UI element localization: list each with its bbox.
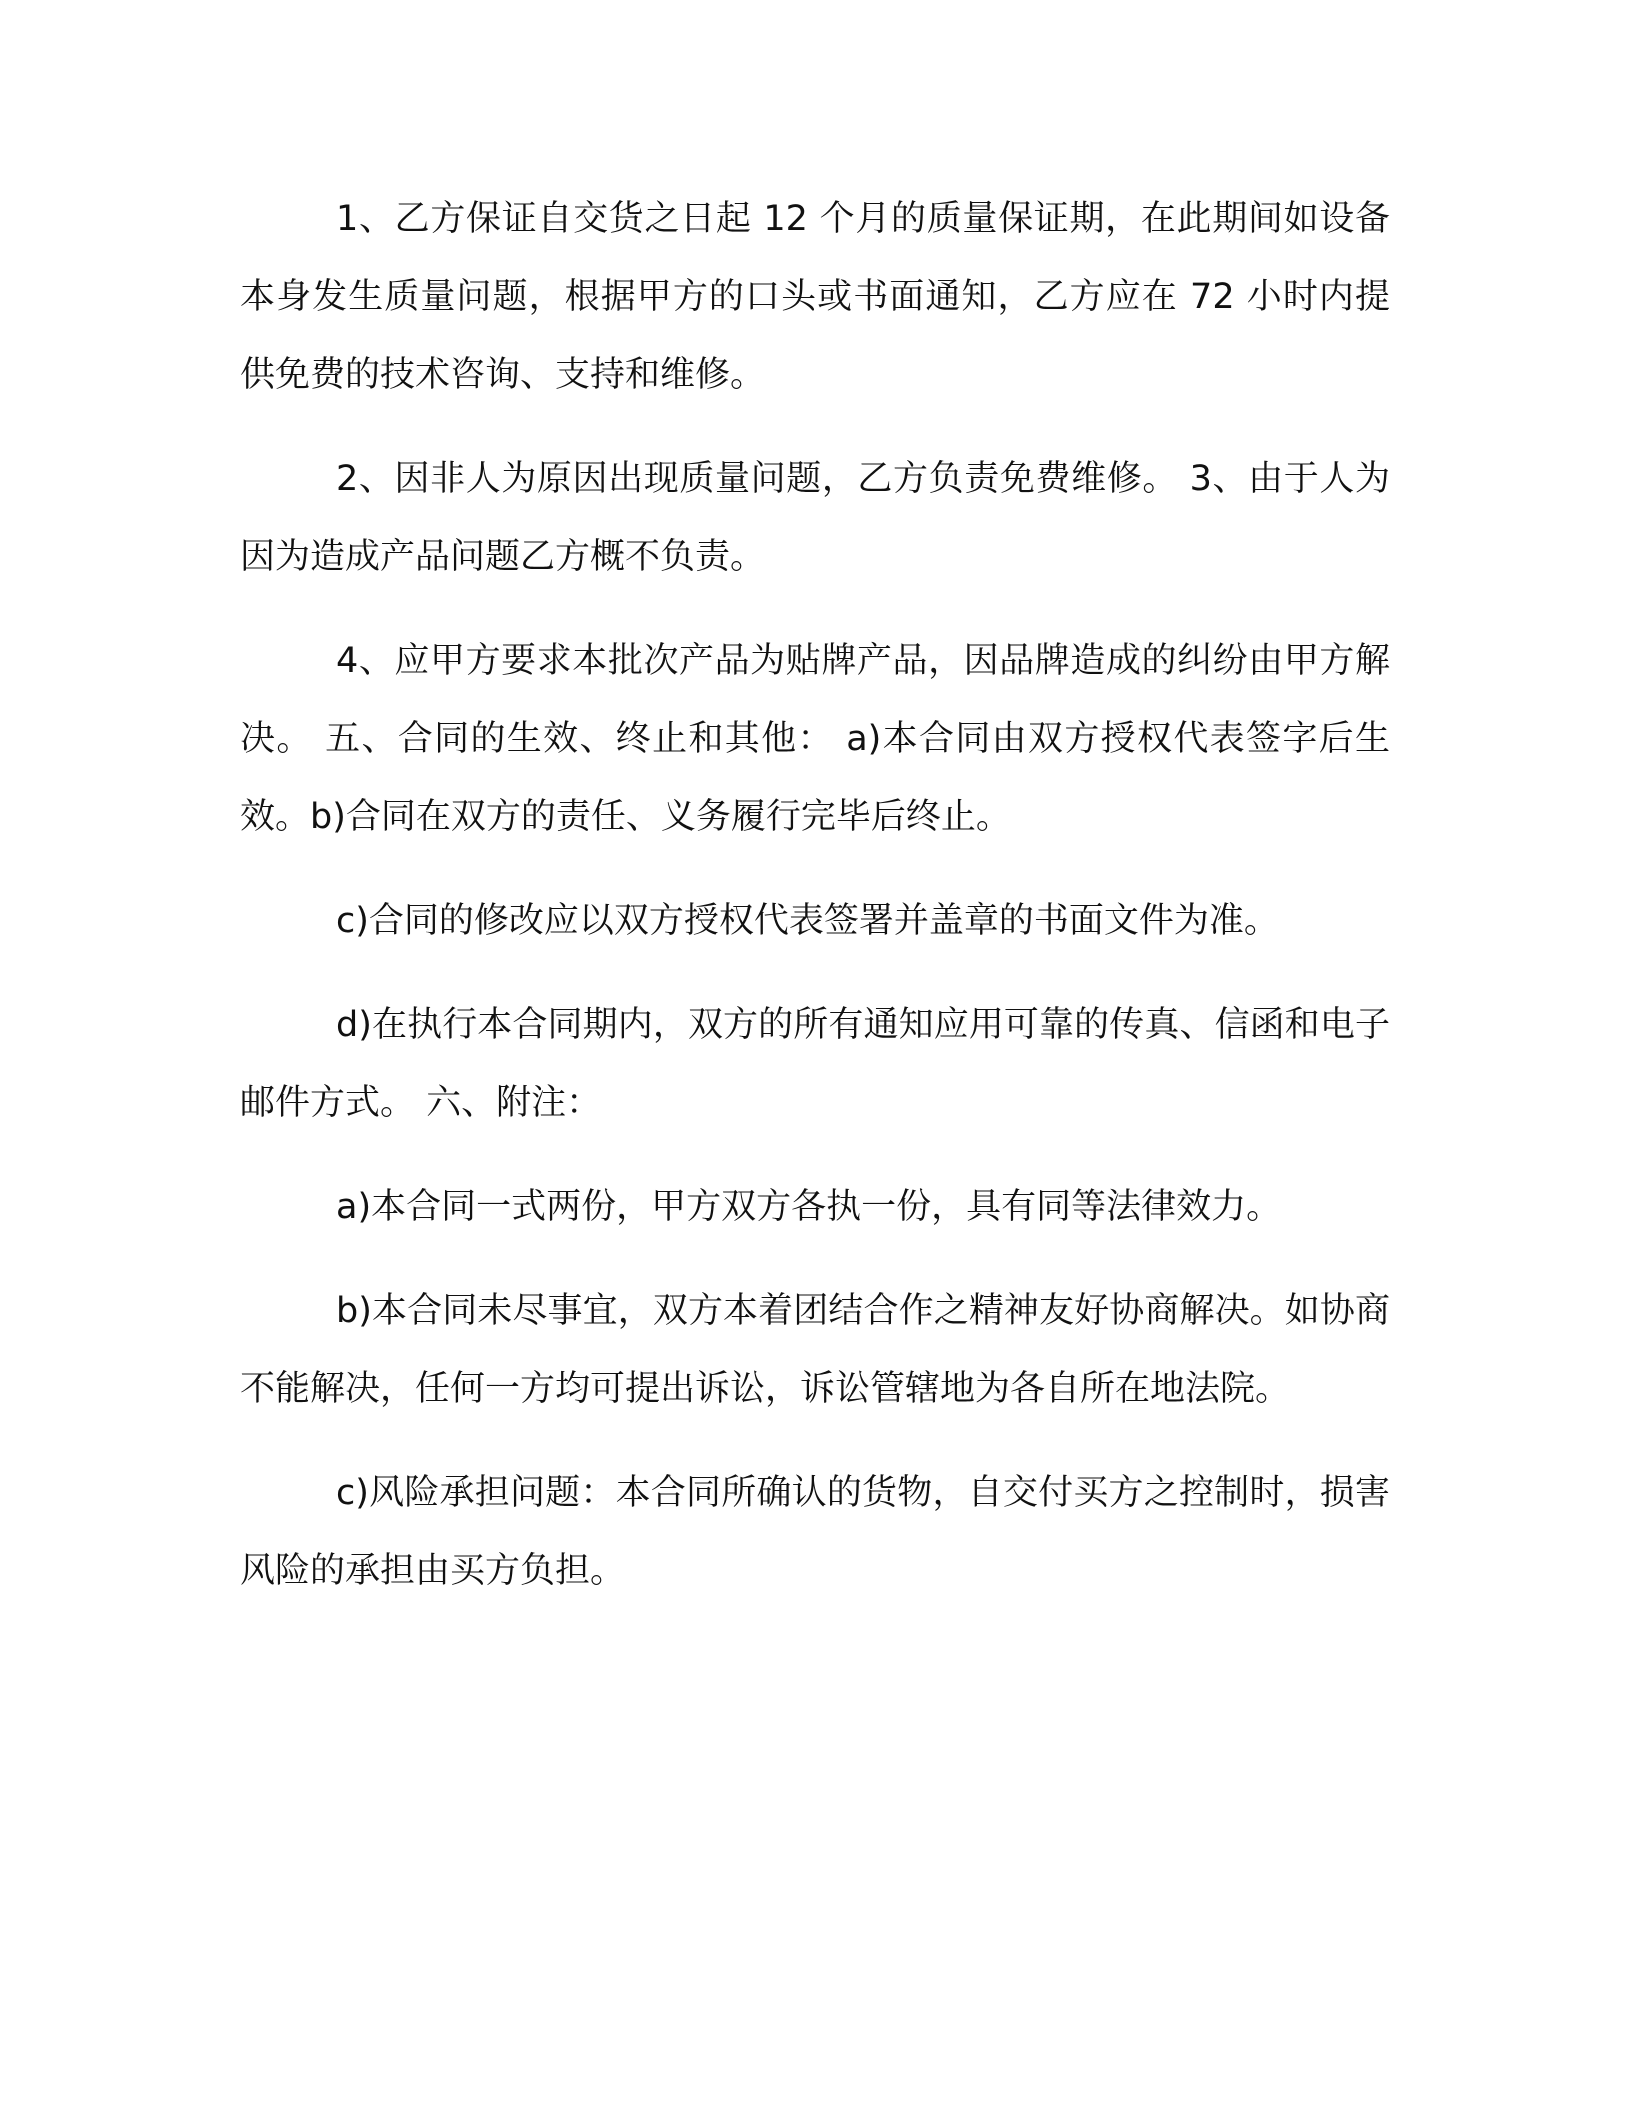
paragraph-risk: c)风险承担问题：本合同所确认的货物，自交付买方之控制时，损害风险的承担由买方负担。 [240, 1473, 1390, 1591]
paragraph-amendments: c)合同的修改应以双方授权代表签署并盖章的书面文件为准。 [336, 901, 1279, 941]
paragraph-disputes: b)本合同未尽事宜，双方本着团结合作之精神友好协商解决。如协商不能解决，任何一方均可提出诉讼，诉讼管辖地为各自所在地法院。 [240, 1291, 1390, 1409]
paragraph-copies: a)本合同一式两份，甲方双方各执一份，具有同等法律效力。 [336, 1187, 1282, 1227]
paragraph-warranty-period: 1、乙方保证自交货之日起 12 个月的质量保证期，在此期间如设备本身发生质量问题，根据甲方的口头或书面通知，乙方应在 72 小时内提供免费的技术咨询、支持和维修。 [240, 199, 1390, 395]
paragraph-notifications: d)在执行本合同期内，双方的所有通知应用可靠的传真、信函和电子邮件方式。 六、附注： [240, 1005, 1390, 1123]
paragraph-oem-and-effectiveness: 4、应甲方要求本批次产品为贴牌产品，因品牌造成的纠纷由甲方解决。 五、合同的生效、终止和其他： a)本合同由双方授权代表签字后生效。b)合同在双方的责任、义务履行完毕后终止。 [240, 641, 1390, 837]
document-body [240, 180, 1390, 1636]
paragraph-repair-responsibility: 2、因非人为原因出现质量问题，乙方负责免费维修。 3、由于人为因为造成产品问题乙方概不负责。 [240, 459, 1390, 577]
